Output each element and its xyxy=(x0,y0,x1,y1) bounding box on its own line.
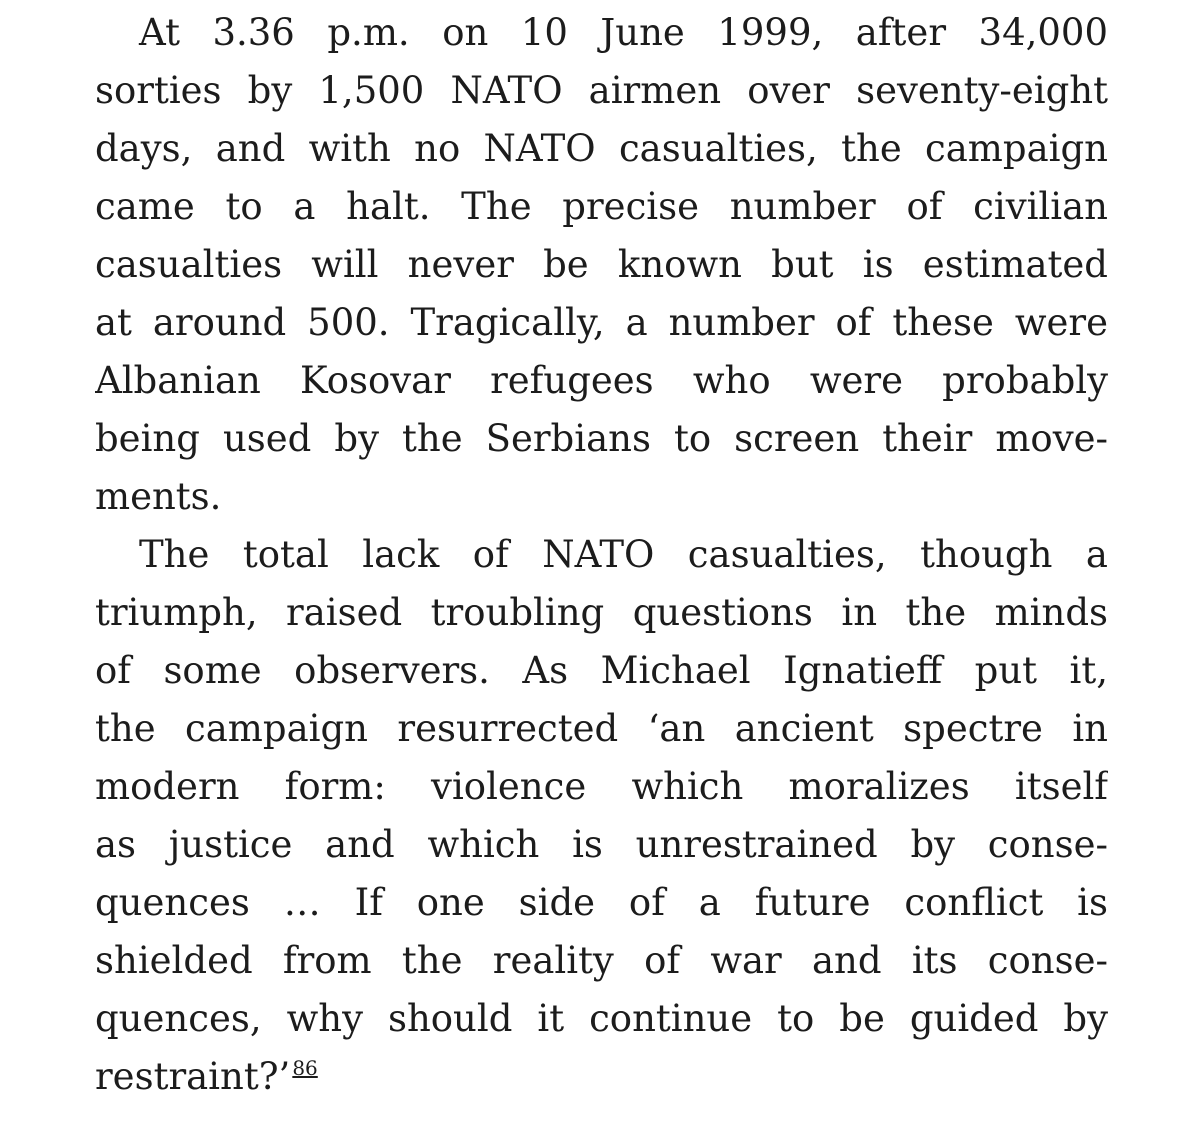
book-page xyxy=(95,4,1108,1106)
text-line: modern form: violence which moralizes itself xyxy=(95,765,1108,808)
text-line: sorties by 1,500 NATO airmen over seventy-eight xyxy=(95,69,1108,112)
paragraph-2 xyxy=(95,526,1108,1106)
text-line: as justice and which is unrestrained by conse- xyxy=(95,823,1108,866)
text-line: at around 500. Tragically, a number of these were xyxy=(95,301,1108,344)
text-line: of some observers. As Michael Ignatieff put it, xyxy=(95,649,1108,692)
text-line: came to a halt. The precise number of civilian xyxy=(95,185,1108,228)
text-line: quences … If one side of a future conflict is xyxy=(95,881,1108,924)
paragraph-1 xyxy=(95,4,1108,526)
text-line: being used by the Serbians to screen their move- xyxy=(95,417,1108,460)
text-line-content: restraint?’ xyxy=(95,1055,291,1098)
text-line: casualties will never be known but is estimated xyxy=(95,243,1108,286)
text-line: Albanian Kosovar refugees who were probably xyxy=(95,359,1108,402)
text-line: The total lack of NATO casualties, though a xyxy=(139,533,1108,576)
final-text-line xyxy=(95,1048,1108,1106)
text-line: triumph, raised troubling questions in the minds xyxy=(95,591,1108,634)
text-line: the campaign resurrected ‘an ancient spectre in xyxy=(95,707,1108,750)
text-line: At 3.36 p.m. on 10 June 1999, after 34,000 xyxy=(139,11,1108,54)
text-line: ments. xyxy=(95,475,222,518)
footnote-link[interactable]: 86 xyxy=(292,1056,318,1080)
text-line: shielded from the reality of war and its conse- xyxy=(95,939,1108,982)
text-line: days, and with no NATO casualties, the campaign xyxy=(95,127,1108,170)
text-line: quences, why should it continue to be guided by xyxy=(95,997,1108,1040)
